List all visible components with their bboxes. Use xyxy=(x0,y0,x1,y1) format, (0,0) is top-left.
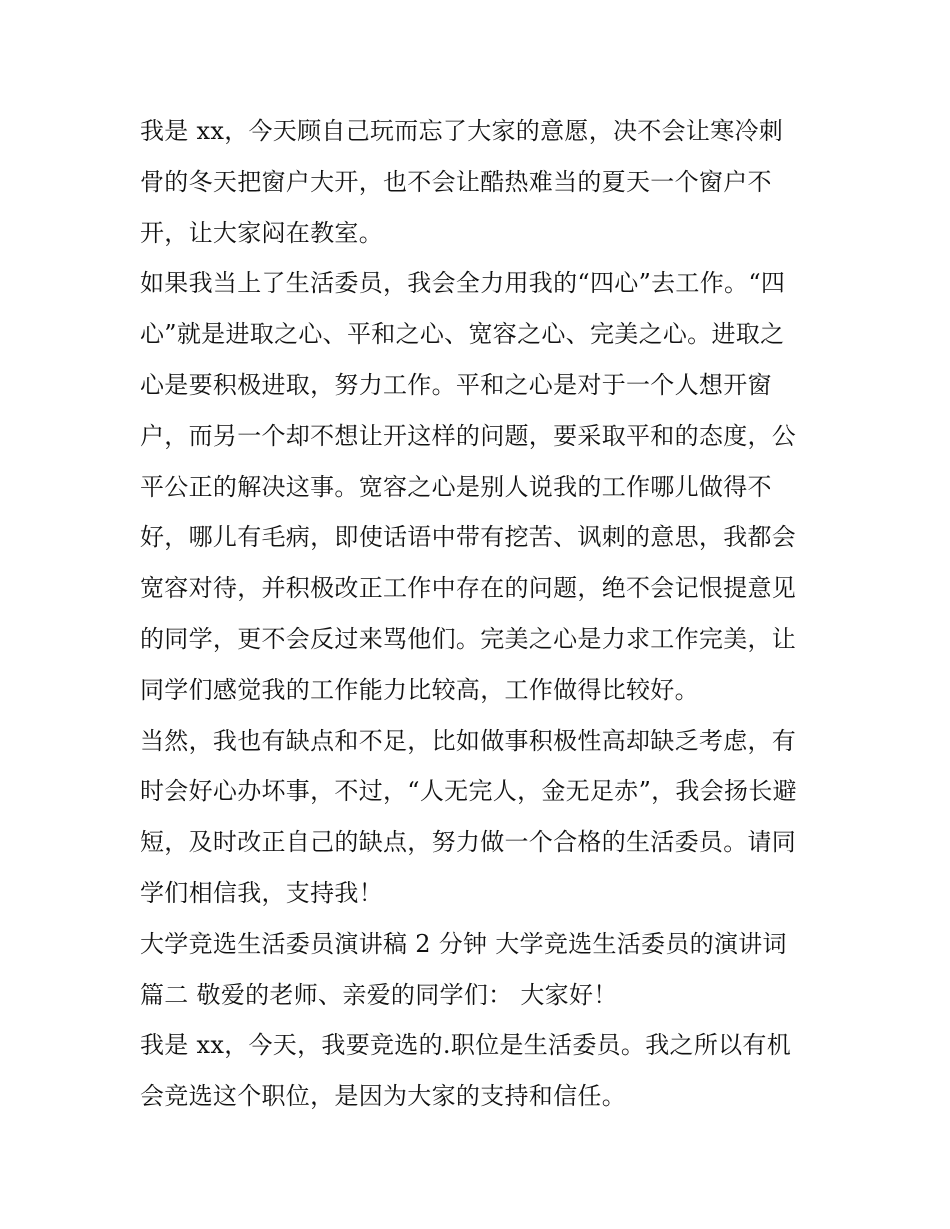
text-line: 好，哪儿有毛病，即使话语中带有挖苦、讽刺的意思，我都会 xyxy=(140,523,797,552)
text-line: 短，及时改正自己的缺点，努力做一个合格的生活委员。请同 xyxy=(140,828,797,857)
text-line: 的同学，更不会反过来骂他们。完美之心是力求工作完美，让 xyxy=(140,624,797,653)
text-line: 开，让大家闷在教室。 xyxy=(140,218,383,247)
text-line: 学们相信我，支持我！ xyxy=(140,878,383,907)
text-line: 平公正的解决这事。宽容之心是别人说我的工作哪儿做得不 xyxy=(140,472,772,501)
text-line: 心”就是进取之心、平和之心、宽容之心、完美之心。进取之 xyxy=(140,320,785,349)
text-line: 我是 xx，今天，我要竞选的.职位是生活委员。我之所以有机 xyxy=(140,1031,792,1060)
text-line: 骨的冬天把窗户大开，也不会让酷热难当的夏天一个窗户不 xyxy=(140,167,772,196)
text-line: 我是 xx，今天顾自己玩而忘了大家的意愿，决不会让寒冷刺 xyxy=(140,117,784,145)
text-line: 当然，我也有缺点和不足，比如做事积极性高却缺乏考虑，有 xyxy=(140,726,797,755)
text-line: 时会好心办坏事，不过，“人无完人，金无足赤”，我会扬长避 xyxy=(140,777,797,806)
text-line: 户，而另一个却不想让开这样的问题，要采取平和的态度，公 xyxy=(140,421,797,450)
text-line: 心是要积极进取，努力工作。平和之心是对于一个人想开窗 xyxy=(140,370,772,399)
document-body xyxy=(140,106,820,1122)
text-line: 宽容对待，并积极改正工作中存在的问题，绝不会记恨提意见 xyxy=(140,574,797,603)
text-line: 会竞选这个职位，是因为大家的支持和信任。 xyxy=(140,1082,626,1111)
text-line: 同学们感觉我的工作能力比较高，工作做得比较好。 xyxy=(140,675,699,704)
text-line: 篇二 敬爱的老师、亲爱的同学们： 大家好！ xyxy=(140,980,618,1009)
text-line: 如果我当上了生活委员，我会全力用我的“四心”去工作。“四 xyxy=(140,269,786,298)
text-line: 大学竞选生活委员演讲稿 2 分钟 大学竞选生活委员的演讲词 xyxy=(140,929,787,958)
